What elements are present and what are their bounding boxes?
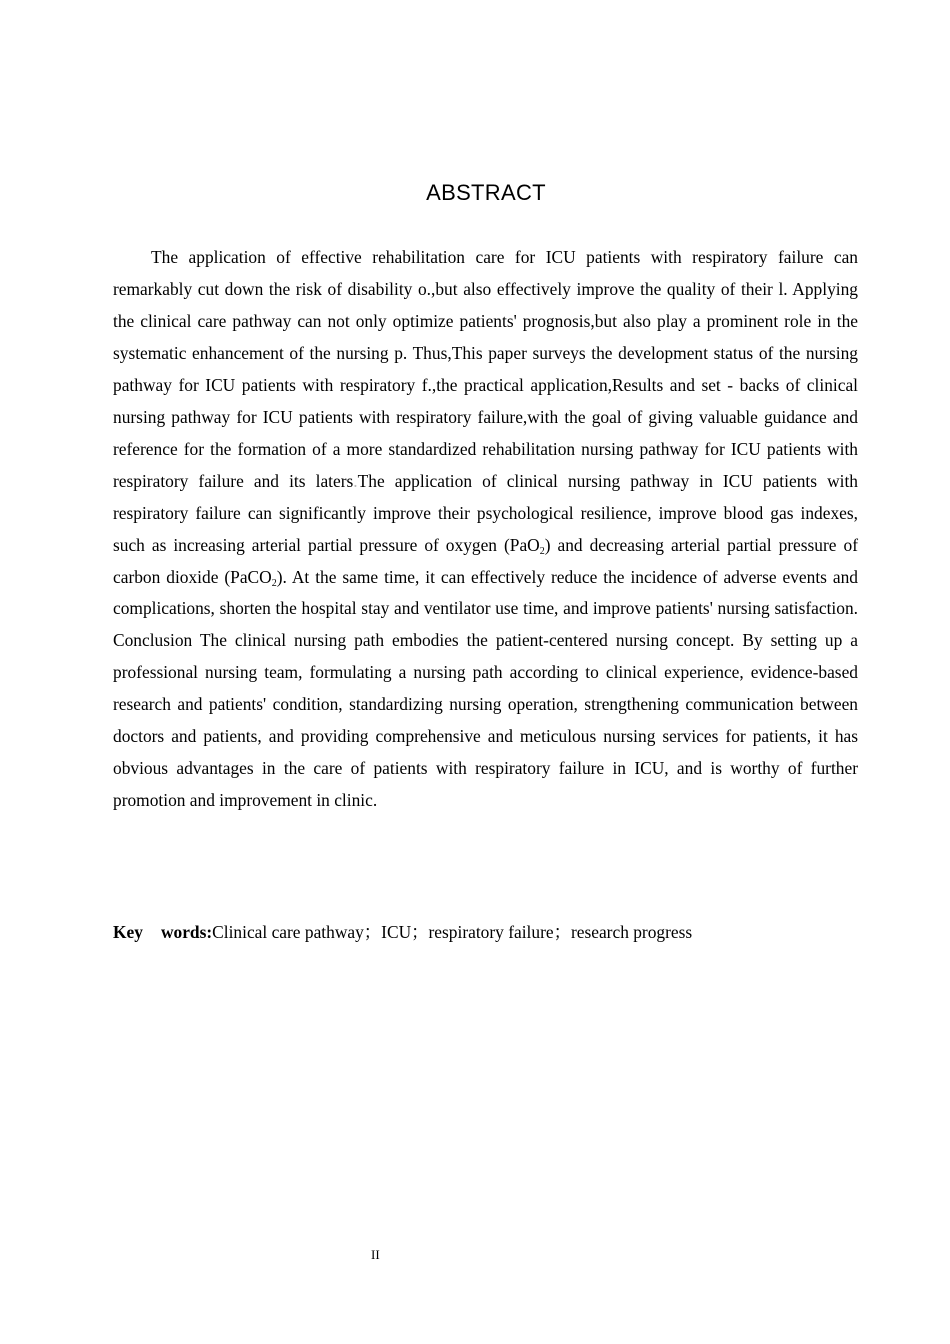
keywords-text: Clinical care pathway；ICU；respiratory failure；research progress	[212, 922, 693, 942]
abstract-faint-period: .	[353, 470, 358, 491]
keywords-line	[113, 918, 858, 946]
keywords-label-words: words:	[160, 922, 213, 942]
abstract-text-part4: ). At the same time, it can effectively reduce the incidence of adverse events and complications, shorten the hospital stay and ventilator use time, and improve patients' nursing satisfaction. Conclusion The clinical nursing path embodies the patient-centered nursing concept. By setting up a professional nursing team, formulating a nursing path according to clinical experience, evidence-based research and patients' condition, standardizing nursing operation, strengthening communication between doctors and patients, and providing comprehensive and meticulous nursing services for patients, it has obvious advantages in the care of patients with respiratory failure in ICU, and is worthy of further promotion and improvement in clinic.	[113, 566, 859, 811]
paco2-subscript: 2	[271, 577, 277, 589]
abstract-text-part2: The application of clinical nursing pathway in ICU patients with respiratory failure can significantly improve their psychological resilience, improve blood gas indexes, such as increasing arterial partial pressure of oxygen (PaO	[113, 470, 858, 555]
keywords-label-key: Key	[113, 922, 143, 942]
abstract-text-part3: ) and decreasing arterial partial pressure of carbon dioxide (PaCO	[113, 534, 858, 587]
abstract-text-part1: The application of effective rehabilitation care for ICU patients with respiratory failure can remarkably cut down the risk of disability o.,but also effectively improve the quality of their l. Applying the clinical care pathway can not only optimize patients' prognosis,but also play a prominent role in the systematic enhancement of the nursing p. Thus,This paper surveys the development status of the nursing pathway for ICU patients with respiratory f.,the practical application,Results and set - backs of clinical nursing pathway for ICU patients with respiratory failure,with the goal of giving valuable guidance and reference for the formation of a more standardized rehabilitation nursing pathway for ICU patients with respiratory failure and its laters	[113, 247, 858, 491]
abstract-title: ABSTRACT	[426, 180, 546, 205]
abstract-body	[113, 242, 858, 817]
page-number: II	[371, 1247, 380, 1262]
pao2-subscript: 2	[539, 545, 545, 557]
